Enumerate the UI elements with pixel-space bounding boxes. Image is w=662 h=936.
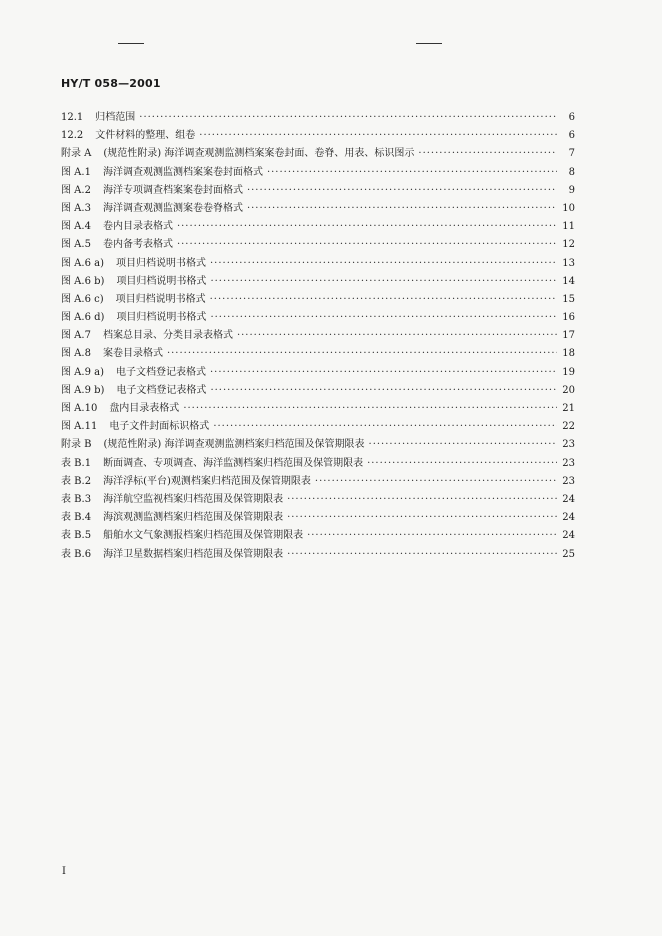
dot-leader xyxy=(267,164,557,182)
toc-entry-page: 8 xyxy=(568,166,575,178)
toc-entry[interactable] xyxy=(61,327,575,345)
dot-leader xyxy=(177,236,557,254)
toc-entry-title: 项目归档说明书格式 xyxy=(115,257,206,269)
toc-entry-page: 16 xyxy=(562,312,575,324)
toc-entry-title: 电子文件封面标识格式 xyxy=(109,421,210,433)
toc-entry[interactable] xyxy=(61,491,575,509)
toc-entry-number: 附录 B xyxy=(61,439,92,451)
toc-entry-number: 附录 A xyxy=(61,148,92,160)
toc-entry[interactable] xyxy=(61,473,575,491)
toc-entry-page: 10 xyxy=(562,202,575,214)
toc-entry-page: 23 xyxy=(562,457,575,469)
dot-leader xyxy=(287,491,557,509)
toc-entry[interactable] xyxy=(61,309,575,327)
toc-entry-page: 24 xyxy=(562,530,575,542)
toc-entry-number: 表 B.6 xyxy=(61,548,92,560)
dot-leader xyxy=(287,546,557,564)
toc-entry[interactable] xyxy=(61,382,575,400)
toc-entry-title: 归档范围 xyxy=(95,112,136,123)
dot-leader xyxy=(247,182,557,200)
toc-entry-number: 表 B.1 xyxy=(61,457,92,469)
toc-entry-page: 17 xyxy=(562,330,575,342)
toc-entry[interactable] xyxy=(61,509,575,527)
toc-entry-title: 海洋调查观测监测案卷卷脊格式 xyxy=(102,202,243,214)
toc-entry[interactable] xyxy=(61,546,575,564)
toc-entry-page: 22 xyxy=(562,421,575,433)
dot-leader xyxy=(287,509,557,527)
toc-entry-number: 表 B.2 xyxy=(61,475,92,487)
dot-leader xyxy=(177,218,557,236)
toc-entry[interactable] xyxy=(61,255,575,273)
toc-entry-page: 15 xyxy=(562,293,575,305)
toc-entry-title: 海洋航空监视档案归档范围及保管期限表 xyxy=(103,493,284,505)
toc-entry-number: 图 A.6 d) xyxy=(61,312,105,324)
toc-entry-number: 图 A.7 xyxy=(61,330,91,342)
dot-leader xyxy=(210,255,557,273)
dot-leader xyxy=(367,455,557,473)
toc-entry-page: 14 xyxy=(562,275,575,287)
toc-entry-number: 12.2 xyxy=(61,130,84,142)
dot-leader xyxy=(139,109,557,127)
toc-entry[interactable] xyxy=(61,273,575,291)
toc-entry-page: 9 xyxy=(568,184,575,196)
toc-entry[interactable] xyxy=(61,364,575,382)
toc-entry-title: 项目归档说明书格式 xyxy=(116,312,207,324)
page-number: I xyxy=(62,866,66,877)
dot-leader xyxy=(167,345,557,363)
dot-leader xyxy=(210,382,557,400)
dot-leader xyxy=(315,473,557,491)
header-rule-left xyxy=(118,43,144,44)
toc-entry[interactable] xyxy=(61,218,575,236)
toc-entry-title: 海洋专项调查档案案卷封面格式 xyxy=(102,184,243,196)
toc-entry-page: 24 xyxy=(562,493,575,505)
toc-entry-number: 图 A.2 xyxy=(61,184,91,196)
toc-entry-number: 图 A.1 xyxy=(61,166,91,178)
toc-entry-page: 20 xyxy=(562,384,575,396)
toc-entry-number: 图 A.6 b) xyxy=(61,275,105,287)
toc-entry[interactable] xyxy=(61,109,575,127)
toc-entry-title: 卷内备考表格式 xyxy=(102,239,173,251)
toc-entry-page: 11 xyxy=(562,221,575,233)
toc-entry-title: 海洋卫星数据档案归档范围及保管期限表 xyxy=(103,548,284,560)
dot-leader xyxy=(199,127,557,145)
toc-entry[interactable] xyxy=(61,345,575,363)
toc-entry-title: 断面调查、专项调查、海洋监测档案归档范围及保管期限表 xyxy=(103,457,364,469)
toc-entry-title: (规范性附录) 海洋调查观测监测档案案卷封面、卷脊、用表、标识图示 xyxy=(103,148,415,160)
dot-leader xyxy=(213,418,557,436)
toc-entry-title: 档案总目录、分类目录表格式 xyxy=(102,330,233,342)
toc-entry[interactable] xyxy=(61,200,575,218)
toc-entry[interactable] xyxy=(61,527,575,545)
toc-entry-page: 19 xyxy=(562,366,575,378)
toc-entry[interactable] xyxy=(61,145,575,163)
toc-entry-number: 图 A.6 a) xyxy=(61,257,104,269)
toc-entry-title: 案卷目录格式 xyxy=(102,348,163,360)
toc-entry-page: 23 xyxy=(562,475,575,487)
toc-entry-number: 表 B.4 xyxy=(61,512,92,524)
toc-entry-number: 图 A.5 xyxy=(61,239,91,251)
dot-leader xyxy=(210,309,557,327)
toc-entry-page: 13 xyxy=(562,257,575,269)
toc-entry-title: 海滨观测监测档案归档范围及保管期限表 xyxy=(103,512,284,524)
toc-entry-title: 船舶水文气象测报档案归档范围及保管期限表 xyxy=(103,530,304,542)
toc-entry-number: 图 A.9 a) xyxy=(61,366,104,378)
toc-entry-page: 12 xyxy=(562,239,575,251)
dot-leader xyxy=(307,527,557,545)
toc-entry-number: 表 B.3 xyxy=(61,493,92,505)
toc-entry-number: 图 A.8 xyxy=(61,348,91,360)
dot-leader xyxy=(237,327,557,345)
toc-entry[interactable] xyxy=(61,455,575,473)
toc-entry-number: 图 A.10 xyxy=(61,403,98,414)
toc-entry-title: 海洋调查观测监测档案案卷封面格式 xyxy=(102,166,263,178)
toc-entry[interactable] xyxy=(61,127,575,145)
toc-entry-title: 电子文档登记表格式 xyxy=(116,384,207,396)
toc-entry-page: 6 xyxy=(568,130,575,142)
header-rule-right xyxy=(416,43,442,44)
toc-entry-number: 图 A.4 xyxy=(61,221,91,233)
toc-entry-title: 卷内目录表格式 xyxy=(102,221,173,233)
toc-entry[interactable] xyxy=(61,400,575,418)
toc-entry-number: 表 B.5 xyxy=(61,530,92,542)
toc-entry-number: 图 A.9 b) xyxy=(61,384,105,396)
dot-leader xyxy=(418,145,557,163)
toc-entry-title: 项目归档说明书格式 xyxy=(116,275,207,287)
document-code: HY/T 058—2001 xyxy=(61,77,161,90)
table-of-contents xyxy=(61,109,575,564)
toc-entry[interactable] xyxy=(61,236,575,254)
toc-entry-number: 图 A.6 c) xyxy=(61,293,104,305)
toc-entry-title: 海洋浮标(平台)观测档案归档范围及保管期限表 xyxy=(103,475,311,487)
toc-entry-number: 图 A.3 xyxy=(61,202,91,214)
toc-entry-page: 24 xyxy=(562,512,575,524)
toc-entry-number: 12.1 xyxy=(61,112,84,123)
toc-entry[interactable] xyxy=(61,182,575,200)
toc-entry-page: 6 xyxy=(568,112,575,123)
toc-entry-page: 18 xyxy=(562,348,575,360)
dot-leader xyxy=(183,400,557,418)
toc-entry-page: 23 xyxy=(562,439,575,451)
toc-entry[interactable] xyxy=(61,291,575,309)
toc-entry-page: 25 xyxy=(562,548,575,560)
dot-leader xyxy=(369,436,557,454)
toc-entry-title: 盘内目录表格式 xyxy=(109,403,180,414)
toc-entry[interactable] xyxy=(61,436,575,454)
toc-entry[interactable] xyxy=(61,418,575,436)
toc-entry-number: 图 A.11 xyxy=(61,421,98,433)
toc-entry-title: (规范性附录) 海洋调查观测监测档案归档范围及保管期限表 xyxy=(103,439,365,451)
dot-leader xyxy=(210,291,557,309)
toc-entry[interactable] xyxy=(61,164,575,182)
dot-leader xyxy=(210,364,557,382)
toc-entry-title: 项目归档说明书格式 xyxy=(115,293,206,305)
dot-leader xyxy=(247,200,557,218)
toc-entry-page: 7 xyxy=(568,148,575,160)
dot-leader xyxy=(210,273,557,291)
toc-entry-page: 21 xyxy=(562,403,575,414)
toc-entry-title: 电子文档登记表格式 xyxy=(115,366,206,378)
toc-entry-title: 文件材料的整理、组卷 xyxy=(95,130,196,142)
